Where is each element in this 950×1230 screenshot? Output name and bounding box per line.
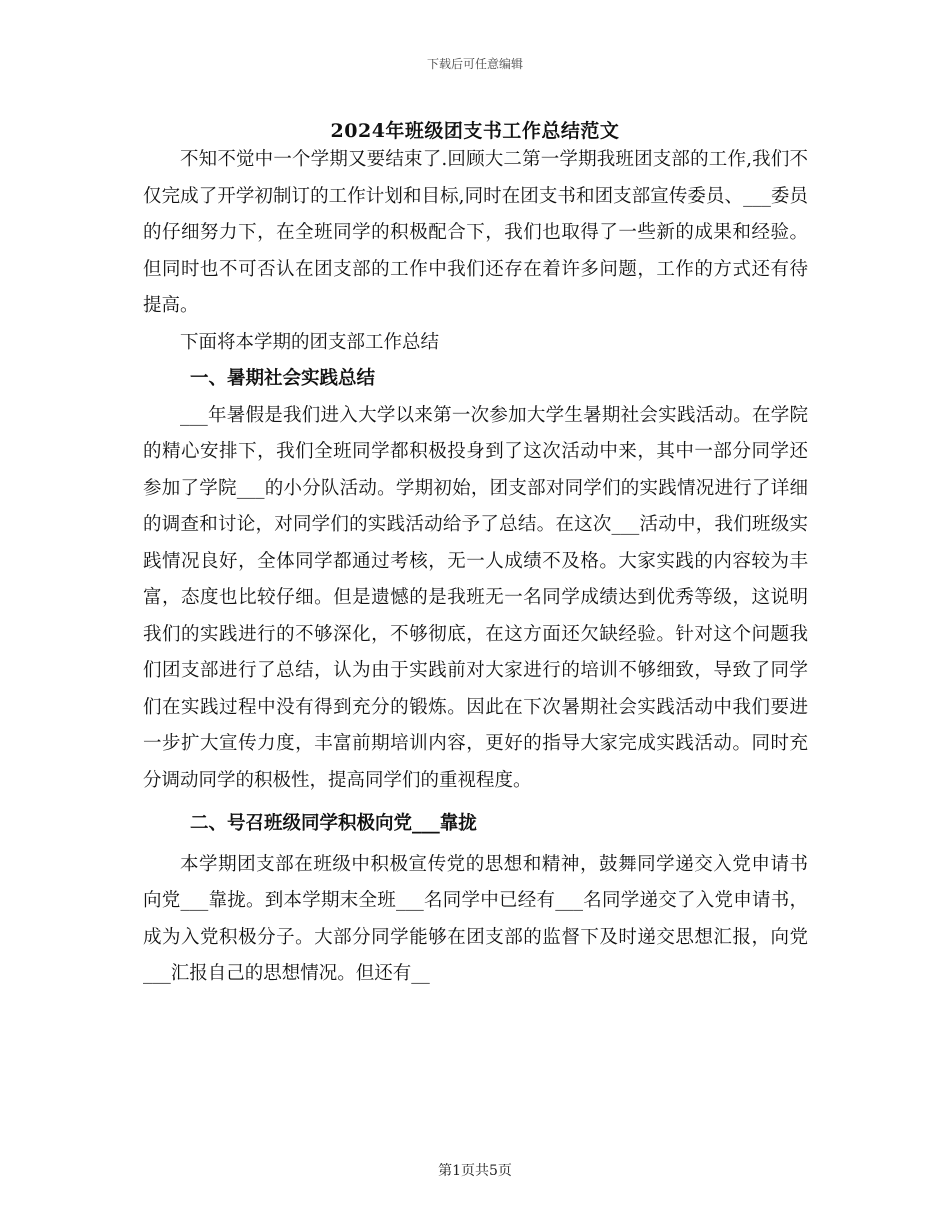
lead-paragraph: 下面将本学期的团支部工作总结 [180,331,440,353]
section1-heading: 一、暑期社会实践总结 [190,368,376,389]
document-body [143,142,808,993]
section2-paragraph: 本学期团支部在班级中积极宣传党的思想和精神，鼓舞同学递交入党申请书向党___靠拢。到本学期末全班___名同学中已经有___名同学递交了入党申请书，成为入党积极分子。大部分同学能够在团支部的监督下及时递交思想汇报，向党___汇报自己的思想情况。但还有__ [143,853,808,984]
document-title: 2024年班级团支书工作总结范文 [330,120,620,142]
intro-paragraph: 不知不觉中一个学期又要结束了.回顾大二第一学期我班团支部的工作,我们不仅完成了开学初制订的工作计划和目标,同时在团支书和团支部宣传委员、___委员的仔细努力下，在全班同学的积极配合下，我们也取得了一些新的成果和经验。但同时也不可否认在团支部的工作中我们还存在着许多问题，工作的方式还有待提高。 [143,149,808,316]
page-footer-number: 第1页共5页 [438,1163,512,1179]
section2-heading: 二、号召班级同学积极向党___靠拢 [190,813,477,834]
page-header-note: 下载后可任意编辑 [426,57,523,71]
section1-paragraph: ___年暑假是我们进入大学以来第一次参加大学生暑期社会实践活动。在学院的精心安排下，我们全班同学都积极投身到了这次活动中来，其中一部分同学还参加了学院___的小分队活动。学期初始，团支部对同学们的实践情况进行了详细的调查和讨论，对同学们的实践活动给予了总结。在这次___活动中，我们班级实践情况良好，全体同学都通过考核，无一人成绩不及格。大家实践的内容较为丰富，态度也比较仔细。但是遗憾的是我班无一名同学成绩达到优秀等级，这说明我们的实践进行的不够深化，不够彻底，在这方面还欠缺经验。针对这个问题我们团支部进行了总结，认为由于实践前对大家进行的培训不够细致，导致了同学们在实践过程中没有得到充分的锻炼。因此在下次暑期社会实践活动中我们要进一步扩大宣传力度，丰富前期培训内容，更好的指导大家完成实践活动。同时充分调动同学的积极性，提高同学们的重视程度。 [143,404,808,791]
